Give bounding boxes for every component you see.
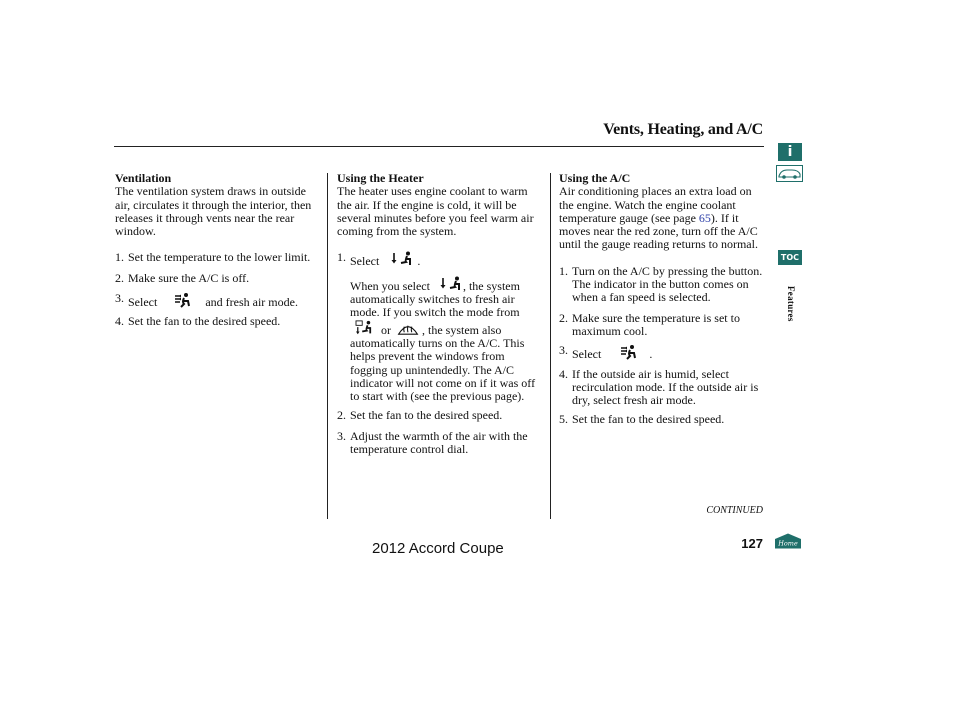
ac-step: 1. Turn on the A/C by pressing the button. The indicator in the button comes on when a fan speed is selected. [559, 263, 763, 305]
floor-defrost-mode-icon [354, 320, 374, 336]
heater-step: 1. Select . [337, 250, 421, 269]
heater-intro: The heater uses engine coolant to warm the air. If the engine is cold, it will be several minutes before you feel warm air coming from the system. [337, 184, 534, 239]
vent-mode-icon [172, 292, 192, 308]
title-rule [114, 146, 764, 147]
heater-step: 3. Adjust the warmth of the air with the temperature control dial. [337, 428, 528, 457]
ventilation-intro: The ventilation system draws in outside air, circulates it through the interior, then releases it through vents near the rear window. [115, 184, 312, 239]
book-title: 2012 Accord Coupe [372, 540, 504, 557]
ventilation-step: 2. Make sure the A/C is off. [115, 270, 250, 285]
heater-note: When you select , the system automatically switches to fresh air mode. If you switch the mode from or , the system also automatically turns on the A/C. This helps prevent the windows from fogging up unintendedly. The A/C indicator will not come on if it was off to start with (see the previous page). [337, 276, 541, 404]
ac-step: 3. Select . [559, 343, 653, 362]
info-icon[interactable]: i [778, 143, 802, 161]
car-index-icon[interactable] [776, 165, 803, 182]
continued-label: CONTINUED [706, 505, 763, 516]
ac-heading: Using the A/C [559, 171, 631, 185]
ventilation-step: 3. Select and fresh air mode. [115, 291, 298, 310]
ventilation-step: 1. Set the temperature to the lower limit. [115, 250, 311, 265]
heater-heading: Using the Heater [337, 171, 424, 185]
page-title: Vents, Heating, and A/C [603, 121, 763, 138]
heater-column [337, 172, 541, 456]
home-button[interactable] [774, 533, 802, 549]
defrost-mode-icon [396, 321, 420, 336]
ac-step: 2. Make sure the temperature is set to maximum cool. [559, 310, 740, 338]
ac-step: 4. If the outside air is humid, select recirculation mode. If the outside air is dry, select fresh air mode. [559, 366, 759, 408]
ac-column [559, 172, 765, 427]
home-label: Home [778, 539, 798, 548]
page-link[interactable]: 65 [698, 210, 711, 225]
floor-mode-icon [390, 251, 412, 267]
ac-intro: Air conditioning places an extra load on the engine. Watch the engine coolant temperature gauge (see page 65). If it moves near the red zone, turn off the A/C until the gauge reading returns to normal. [559, 184, 758, 252]
column-divider [550, 173, 551, 519]
page-number: 127 [741, 536, 763, 551]
vent-mode-icon [618, 344, 638, 360]
ventilation-column [115, 172, 318, 329]
column-divider [327, 173, 328, 519]
heater-step: 2. Set the fan to the desired speed. [337, 408, 503, 423]
floor-mode-icon [439, 276, 461, 292]
toc-button[interactable]: TOC [778, 250, 802, 265]
ventilation-step: 4. Set the fan to the desired speed. [115, 314, 281, 329]
ventilation-heading: Ventilation [115, 171, 172, 185]
section-label: Features [786, 286, 796, 322]
ac-step: 5. Set the fan to the desired speed. [559, 412, 725, 427]
